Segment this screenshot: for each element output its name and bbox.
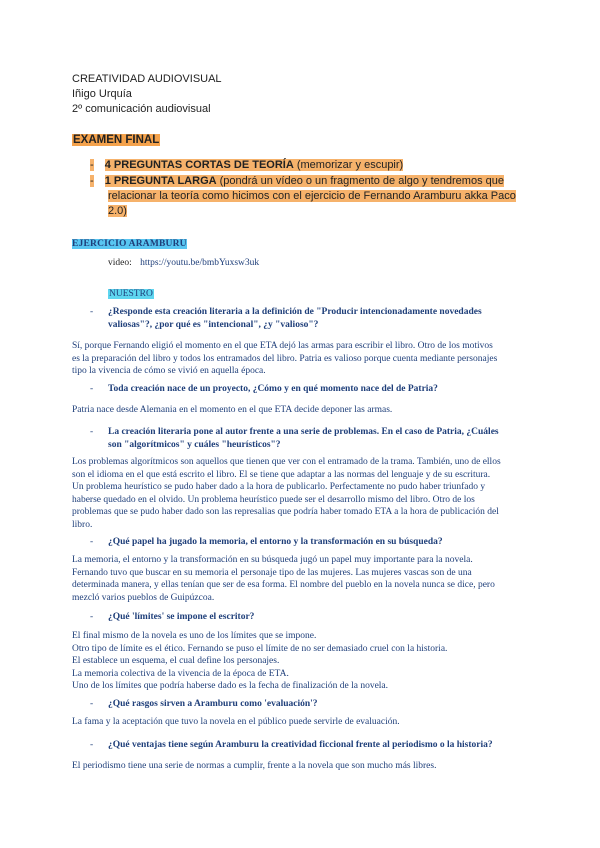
- answer-line: Sí, porque Fernando eligió el momento en el que ETA dejó las armas para escribir el libro. Otro de los motivos: [72, 341, 493, 351]
- answer-line: libro.: [72, 519, 93, 530]
- exam-item-dash: -: [90, 159, 94, 171]
- question-5: [108, 611, 548, 624]
- exam-item-2-cont: [108, 189, 516, 204]
- question-3: [108, 426, 548, 452]
- exam-title: EXAMEN FINAL: [73, 134, 160, 146]
- exam-item-bold: 1 PREGUNTA LARGA: [104, 175, 217, 187]
- answer-5: [72, 630, 542, 693]
- answer-line: Fernando tuvo que buscar en su memoria el personaje tipo de las mujeres. Las mujeres vascas son de una: [72, 567, 472, 578]
- video-link[interactable]: https://youtu.be/bmbYuxsw3uk: [140, 258, 260, 268]
- exam-item-rest-2: relacionar la teoría como hicimos con el ejercicio de Fernando Aramburu akka Paco: [108, 190, 516, 202]
- answer-line: problemas que se pudo haber dado son las represalias que podría haber tomado ETA a la hora de publicación del: [72, 507, 499, 517]
- answer-2: [72, 404, 542, 417]
- question-line: ¿Qué papel ha jugado la memoria, el entorno y la transformación en su búsqueda?: [108, 537, 443, 547]
- question-dash: -: [90, 384, 94, 394]
- aramburu-heading: EJERCICIO ARAMBURU: [72, 239, 187, 249]
- question-line: son "algorítmicos" y cuáles "heurísticos"?: [108, 440, 281, 450]
- aramburu-heading-row: [72, 233, 187, 251]
- question-line: ¿Qué ventajas tiene según Aramburu la creatividad ficcional frente al periodismo o la historia?: [108, 740, 493, 750]
- answer-line: son el idioma en el que está escrito el libro. El se tiene que adaptar a las normas del lenguaje y de su escritura.: [72, 469, 491, 480]
- exam-item-rest-3: 2.0): [108, 205, 127, 217]
- answer-line: Uno de los límites que podría haberse dado es la fecha de finalización de la novela.: [72, 681, 389, 691]
- answer-3: [72, 456, 542, 531]
- question-dash: -: [90, 537, 94, 547]
- exam-item-1: [90, 158, 530, 173]
- exam-item-2-cont2: [108, 204, 127, 219]
- nuestro-row: [108, 283, 154, 301]
- exam-item-2: [90, 174, 530, 189]
- question-dash: -: [90, 699, 94, 709]
- question-line: ¿Qué rasgos sirven a Aramburu como 'evaluación'?: [108, 699, 318, 709]
- exam-item-bold: 4 PREGUNTAS CORTAS DE TEORÍA: [104, 159, 294, 171]
- question-dash: -: [90, 740, 94, 750]
- answer-line: El periodismo tiene una serie de normas a cumplir, frente a la novela que son mucho más libres.: [72, 761, 437, 771]
- answer-1: [72, 340, 542, 378]
- question-dash: -: [90, 427, 94, 437]
- course-title: CREATIVIDAD AUDIOVISUAL: [72, 73, 222, 85]
- answer-line: La memoria, el entorno y la transformación en su búsqueda jugó un papel muy importante para la novela.: [72, 555, 473, 565]
- answer-line: Los problemas algorítmicos son aquellos que tienen que ver con el entramado de la trama. También, uno de ellos: [72, 457, 501, 467]
- answer-line: El establece un esquema, el cual define los personajes.: [72, 656, 280, 666]
- question-line: ¿Responde esta creación literaria a la definición de "Producir intencionadamente novedades: [108, 307, 482, 317]
- question-6: [108, 698, 548, 711]
- answer-line: La fama y la aceptación que tuvo la novela en el público puede servirle de evaluación.: [72, 717, 400, 727]
- author-name: Iñigo Urquía: [72, 88, 132, 100]
- question-line: valiosas"?, ¿por qué es "intencional", ¿y "valioso"?: [108, 320, 319, 330]
- video-line: [108, 258, 259, 268]
- answer-line: El final mismo de la novela es uno de los límites que se impone.: [72, 631, 317, 641]
- question-2: [108, 383, 548, 396]
- answer-7: [72, 760, 542, 773]
- nuestro-label: NUESTRO: [109, 289, 153, 299]
- answer-line: Otro tipo de límite es el ético. Fernando se puso el límite de no ser demasiado cruel con la historia.: [72, 643, 448, 654]
- answer-line: tipo la vivencia de cómo se vivió en aquella época.: [72, 366, 266, 376]
- answer-line: La memoria colectiva de la vivencia de la época de ETA.: [72, 668, 289, 679]
- answer-line: determinada manera, y ellas tenían que ser de esa forma. El nombre del pueblo en la novela nunca se dice, pero: [72, 580, 495, 590]
- answer-line: es la preparación del libro y todos los entramados del libro. Patria es valioso porque cuenta mediante personajes: [72, 353, 498, 364]
- course-year: 2º comunicación audiovisual: [72, 103, 211, 115]
- answer-4: [72, 554, 542, 604]
- question-line: Toda creación nace de un proyecto, ¿Cómo y en qué momento nace del de Patria?: [108, 384, 438, 394]
- question-4: [108, 536, 548, 549]
- answer-line: Patria nace desde Alemania en el momento en el que ETA decide deponer las armas.: [72, 405, 393, 415]
- answer-line: Un problema heurístico se pudo haber dado a la hora de publicarlo. Perfectamente no pudo haber triunfado y: [72, 482, 486, 492]
- question-dash: -: [90, 612, 94, 622]
- question-dash: -: [90, 307, 94, 317]
- video-label: video:: [108, 258, 132, 268]
- exam-item-dash: -: [90, 175, 94, 187]
- exam-item-rest: (memorizar y escupir): [293, 159, 404, 171]
- exam-heading: [72, 132, 160, 147]
- question-line: ¿Qué 'límites' se impone el escritor?: [108, 612, 255, 622]
- answer-6: [72, 716, 542, 729]
- exam-item-rest: (pondrá un vídeo o un fragmento de algo y tendremos que: [216, 175, 504, 187]
- answer-line: mezcló varios pueblos de Guipúzcoa.: [72, 592, 215, 603]
- question-line: La creación literaria pone al autor frente a una serie de problemas. En el caso de Patria, ¿Cuáles: [108, 427, 499, 437]
- question-7: [108, 739, 548, 752]
- answer-line: haberse quedado en el olvido. Un problema heurístico puede ser el desarrollo mismo del libro. Otro de los: [72, 494, 475, 505]
- question-1: [108, 306, 548, 332]
